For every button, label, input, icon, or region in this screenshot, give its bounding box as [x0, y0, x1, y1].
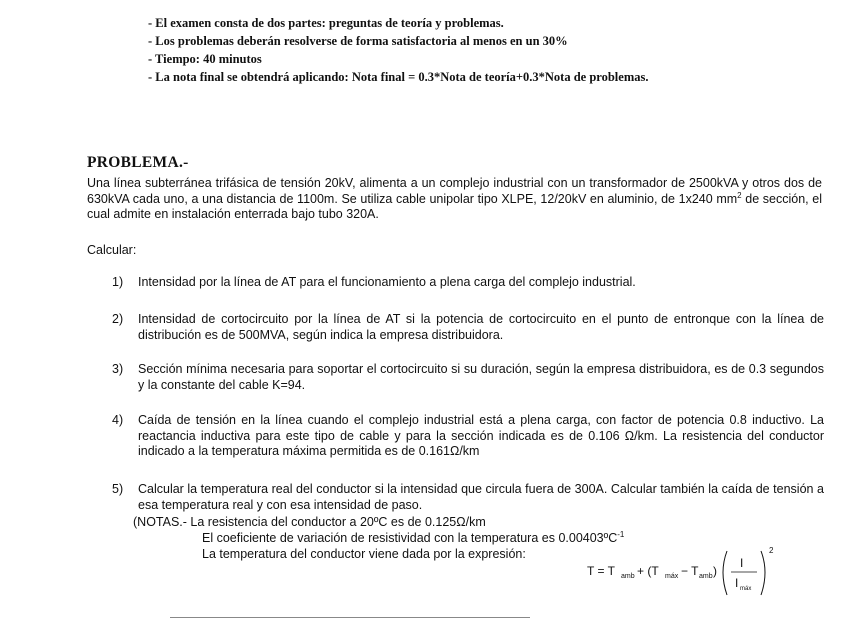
note-line: (NOTAS.- La resistencia del conductor a 20ºC es de 0.125Ω/km	[133, 515, 486, 529]
notes-block	[133, 514, 624, 562]
question-text: Intensidad de cortocircuito por la línea de AT si la potencia de cortocircuito en el punto de entronque con la línea de distribución es de 500MVA, según indica la empresa distribuidora.	[138, 312, 824, 342]
note-line: La temperatura del conductor viene dada por la expresión:	[202, 547, 526, 561]
formula-sub-amb: amb	[621, 573, 635, 580]
temperature-formula	[585, 543, 785, 598]
page-divider	[170, 617, 530, 618]
calc-label: Calcular:	[87, 243, 137, 257]
question-text: Calcular la temperatura real del conductor si la intensidad que circula fuera de 300A. Calcular también la caída de tensión a esa temperatura real y con esa intensidad de paso.	[138, 482, 824, 512]
rule-line: - La nota final se obtendrá aplicando: Nota final = 0.3*Nota de teoría+0.3*Nota de problemas.	[148, 70, 649, 84]
question-number: 3)	[112, 362, 124, 376]
left-paren	[723, 551, 727, 595]
formula-sub-max: máx	[740, 586, 752, 592]
statement-superscript: 2	[737, 190, 742, 200]
question-item	[112, 275, 824, 291]
question-text: Intensidad por la línea de AT para el funcionamiento a plena carga del complejo industrial.	[138, 275, 636, 289]
formula-exponent: 2	[769, 546, 774, 555]
problem-title: PROBLEMA.-	[87, 154, 189, 171]
formula-sub-amb: amb	[699, 573, 713, 580]
formula-lhs: T = T	[587, 564, 615, 578]
note-superscript: -1	[617, 529, 625, 539]
question-text: Sección mínima necesaria para soportar el cortocircuito si su duración, según la empresa distribuidora, es de 0.3 segundos y la constante del cable K=94.	[138, 362, 824, 392]
question-number: 5)	[112, 482, 124, 496]
problem-statement	[87, 176, 822, 223]
exam-rules	[148, 14, 838, 86]
rule-line: - Tiempo: 40 minutos	[148, 52, 262, 66]
formula-sub-max: máx	[665, 573, 679, 580]
statement-part-b: de sección, el cual admite en instalación enterrada bajo tubo 320A.	[87, 191, 822, 221]
formula-minus: − T	[681, 564, 699, 578]
rule-line: - El examen consta de dos partes: preguntas de teoría y problemas.	[148, 16, 504, 30]
statement-part-a: Una línea subterránea trifásica de tensión 20kV, alimenta a un complejo industrial con un transformador de 2500kVA y otros dos de 630kVA cada uno, a una distancia de 1100m. Se utiliza cable unipolar tipo XLPE, 12/20kV en aluminio, de 1x240 mm	[87, 176, 822, 206]
question-item	[112, 413, 824, 460]
formula-plus: + (T	[637, 564, 659, 578]
question-item	[112, 362, 824, 393]
question-number: 1)	[112, 275, 124, 289]
question-text: Caída de tensión en la línea cuando el complejo industrial está a plena carga, con factor de potencia 0.8 inductivo. La reactancia inductiva para este tipo de cable y para la sección indicada es de 0.106 Ω/km. La resistencia del conductor indicado a la temperatura máxima permitida es de 0.161Ω/km	[138, 413, 824, 458]
rule-line: - Los problemas deberán resolverse de forma satisfactoria al menos en un 30%	[148, 34, 568, 48]
formula-denominator: I	[735, 576, 739, 590]
note-text: El coeficiente de variación de resistividad con la temperatura es 0.00403ºC	[202, 531, 618, 545]
question-item	[112, 312, 824, 343]
formula-close-paren: )	[713, 564, 717, 578]
right-paren	[761, 551, 765, 595]
note-line	[133, 530, 624, 546]
question-number: 2)	[112, 312, 124, 326]
question-number: 4)	[112, 413, 124, 427]
formula-numerator: I	[740, 556, 744, 570]
question-item	[112, 482, 824, 513]
